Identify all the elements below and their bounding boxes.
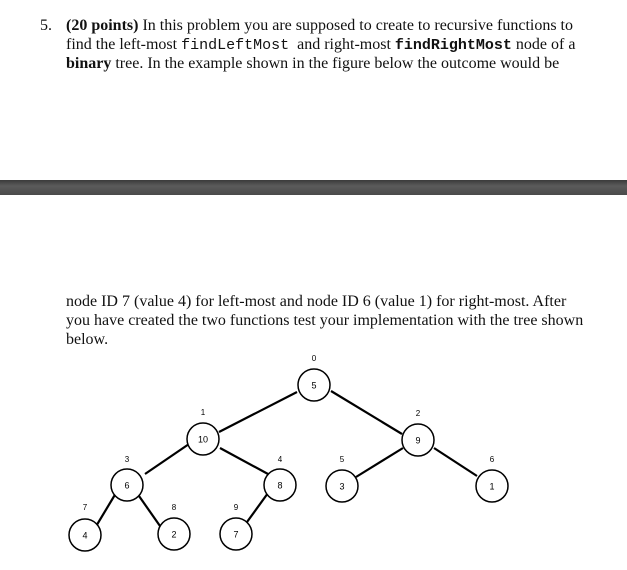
tree-node-0 xyxy=(298,354,330,401)
tree-node-7 xyxy=(69,503,101,551)
continuation-line-1: node ID 7 (value 4) for left-most and node ID 6 (value 1) for right-most. After xyxy=(66,293,567,310)
tree-node-6 xyxy=(476,455,508,502)
tree-node-2-value: 9 xyxy=(415,435,421,446)
function-name-right: findRightMost xyxy=(394,37,512,54)
tree-node-8-id: 8 xyxy=(171,503,177,512)
tree-node-1-value: 10 xyxy=(197,434,209,445)
tree-node-4 xyxy=(264,455,296,501)
problem-number: 5. xyxy=(40,17,52,34)
tree-node-7-id: 7 xyxy=(82,503,88,512)
tree-node-0-value: 5 xyxy=(311,380,317,391)
edge-1-3 xyxy=(145,444,189,474)
tree-node-9 xyxy=(220,503,252,550)
tree-node-0-id: 0 xyxy=(311,354,317,363)
problem-line-2a: find the left-most xyxy=(66,36,182,53)
tree-node-3-value: 6 xyxy=(124,480,130,491)
tree-node-5 xyxy=(326,455,358,502)
tree-node-8-value: 2 xyxy=(171,529,177,540)
problem-line-2c: node of a xyxy=(511,36,576,53)
tree-node-3 xyxy=(111,455,143,501)
edge-0-1 xyxy=(219,392,297,432)
tree-node-4-value: 8 xyxy=(277,480,283,491)
tree-node-6-value: 1 xyxy=(489,481,495,492)
tree-node-1 xyxy=(187,408,219,455)
tree-node-7-value: 4 xyxy=(82,530,88,541)
tree-node-4-id: 4 xyxy=(277,455,283,464)
edge-3-7 xyxy=(95,493,116,528)
tree-node-2 xyxy=(402,409,434,456)
problem-line-2b: and right-most xyxy=(289,36,395,53)
tree-node-3-id: 3 xyxy=(124,455,130,464)
tree-node-9-value: 7 xyxy=(233,529,239,540)
edge-4-9 xyxy=(247,493,268,522)
edge-0-2 xyxy=(331,391,402,434)
tree-node-2-id: 2 xyxy=(415,409,421,418)
problem-line-3-text: tree. In the example shown in the figure below the outcome would be xyxy=(111,55,560,72)
tree-node-6-id: 6 xyxy=(489,455,495,464)
tree-node-5-value: 3 xyxy=(339,481,345,492)
tree-node-5-id: 5 xyxy=(339,455,345,464)
function-name-left: findLeftMost xyxy=(181,37,290,54)
edge-3-8 xyxy=(139,496,160,526)
edge-1-4 xyxy=(220,448,268,474)
tree-node-9-id: 9 xyxy=(233,503,239,512)
binary-word: binary xyxy=(66,55,112,72)
edge-2-6 xyxy=(434,448,477,476)
tree-node-1-id: 1 xyxy=(200,408,206,417)
edge-2-5 xyxy=(356,448,403,477)
continuation-line-2: you have created the two functions test your implementation with the tree shown xyxy=(66,312,584,329)
tree-node-8 xyxy=(158,503,190,550)
continuation-line-3: below. xyxy=(66,331,109,348)
problem-points: (20 points) xyxy=(66,17,139,34)
problem-line-1-text: In this problem you are supposed to create to recursive functions to xyxy=(138,17,573,34)
